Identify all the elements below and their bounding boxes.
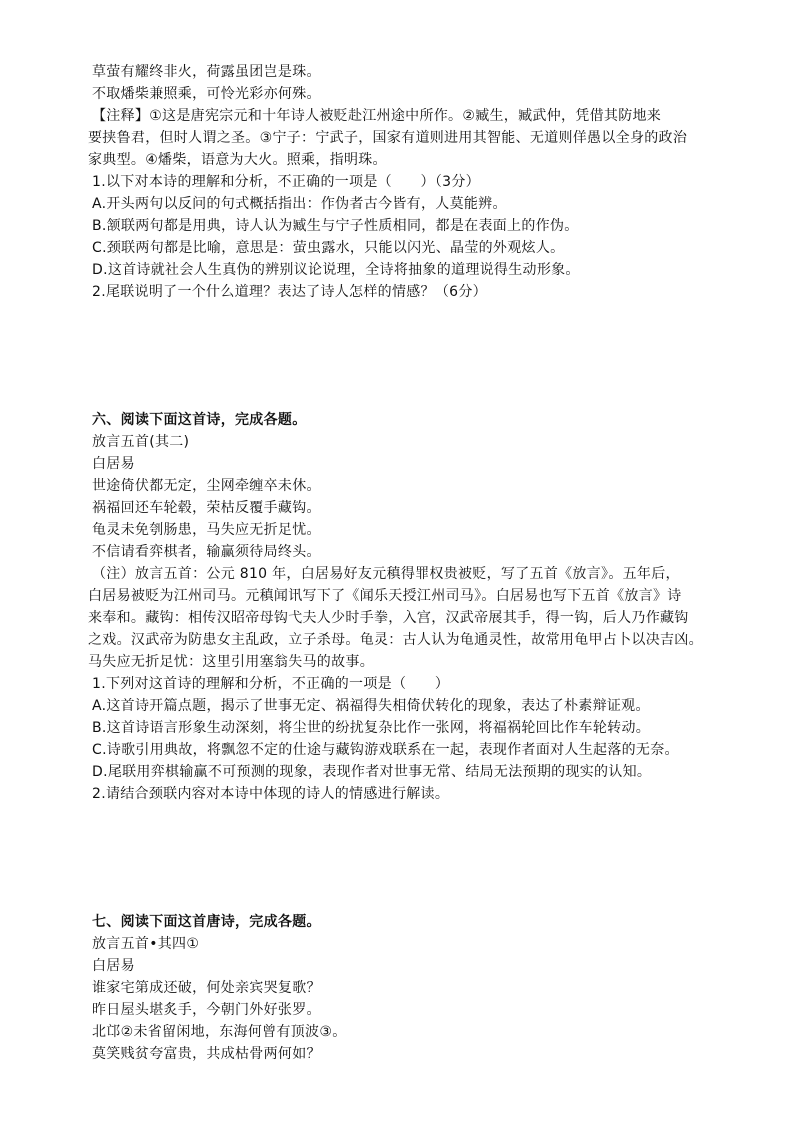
poem-title: 放言五首(其二)	[92, 434, 190, 450]
option-d: D.这首诗就社会人生真伪的辨别议论说理，全诗将抽象的道理说得生动形象。	[92, 262, 580, 278]
notes-line: 之戏。汉武帝为防患女主乱政，立子杀母。龟灵：古人认为龟通灵性，故常用龟甲占卜以决吉凶。	[88, 632, 703, 648]
option-a: A.开头两句以反问的句式概括指出：作伪者古今皆有，人莫能辨。	[92, 196, 507, 212]
option-d: D.尾联用弈棋输赢不可预测的现象，表现作者对世事无常、结局无法预期的现实的认知。	[92, 764, 652, 780]
question-stem: 1.下列对这首诗的理解和分析，不正确的一项是（ ）	[92, 676, 450, 692]
notes-line: 马失应无折足忧：这里引用塞翁失马的故事。	[88, 654, 374, 670]
poem-line: 莫笑贱贫夸富贵，共成枯骨两何如？	[92, 1046, 321, 1062]
poem-author: 白居易	[92, 456, 135, 472]
notes-line: 要挟鲁君，但时人谓之圣。③宁子：宁武子，国家有道则进用其智能、无道则佯愚以全身的政治	[88, 130, 688, 146]
poem-line: 谁家宅第成还破，何处亲宾哭复歌？	[92, 980, 321, 996]
poem-author: 白居易	[92, 958, 135, 974]
poem-line: 祸福回还车轮毂，荣枯反覆手藏钩。	[92, 500, 321, 516]
question-2: 2.请结合颈联内容对本诗中体现的诗人的情感进行解读。	[92, 786, 450, 802]
option-b: B.这首诗语言形象生动深刻，将尘世的纷扰复杂比作一张网，将福祸轮回比作车轮转动。	[92, 720, 651, 736]
notes-line: 【注释】①这是唐宪宗元和十年诗人被贬赴江州途中所作。②臧生，臧武仲，凭借其防地来	[92, 108, 662, 124]
notes-line: 白居易被贬为江州司马。元稹闻讯写下了《闻乐天授江州司马》。白居易也写下五首《放言》诗	[88, 588, 682, 604]
poem-line: 不取燔柴兼照乘，可怜光彩亦何殊。	[92, 86, 321, 102]
option-a: A.这首诗开篇点题，揭示了世事无定、祸福得失相倚伏转化的现象，表达了朴素辩证观。	[92, 698, 650, 714]
poem-line: 北邙②未省留闲地，东海何曾有顶波③。	[92, 1024, 347, 1040]
poem-line: 草萤有耀终非火，荷露虽团岂是珠。	[92, 64, 321, 80]
notes-line: 家典型。④燔柴，语意为大火。照乘，指明珠。	[88, 152, 387, 168]
notes-line: （注）放言五首：公元 810 年，白居易好友元稹得罪权贵被贬，写了五首《放言》。五年后，	[92, 566, 680, 582]
option-c: C.颈联两句都是比喻，意思是：萤虫露水，只能以闪光、晶莹的外观炫人。	[92, 240, 565, 256]
section-6-heading: 六、阅读下面这首诗，完成各题。	[92, 412, 307, 428]
poem-line: 不信请看弈棋者，输赢须待局终头。	[92, 544, 321, 560]
option-c: C.诗歌引用典故，将飘忽不定的仕途与藏钩游戏联系在一起，表现作者面对人生起落的无奈。	[92, 742, 679, 758]
question-stem: 1.以下对本诗的理解和分析，不正确的一项是（ ）（3分）	[92, 174, 480, 190]
notes-line: 来奉和。藏钩：相传汉昭帝母钩弋夫人少时手拳，入宫，汉武帝展其手，得一钩，后人乃作藏钩	[88, 610, 689, 626]
poem-line: 世途倚伏都无定，尘网牵缠卒未休。	[92, 478, 321, 494]
poem-line: 昨日屋头堪炙手，今朝门外好张罗。	[92, 1002, 321, 1018]
question-2: 2.尾联说明了一个什么道理？表达了诗人怎样的情感？（6分）	[92, 284, 487, 300]
option-b: B.颔联两句都是用典，诗人认为臧生与宁子性质相同，都是在表面上的作伪。	[92, 218, 579, 234]
poem-line: 龟灵未免刳肠患，马失应无折足忧。	[92, 522, 321, 538]
section-7-heading: 七、阅读下面这首唐诗，完成各题。	[92, 914, 321, 930]
poem-title: 放言五首•其四①	[92, 936, 200, 952]
